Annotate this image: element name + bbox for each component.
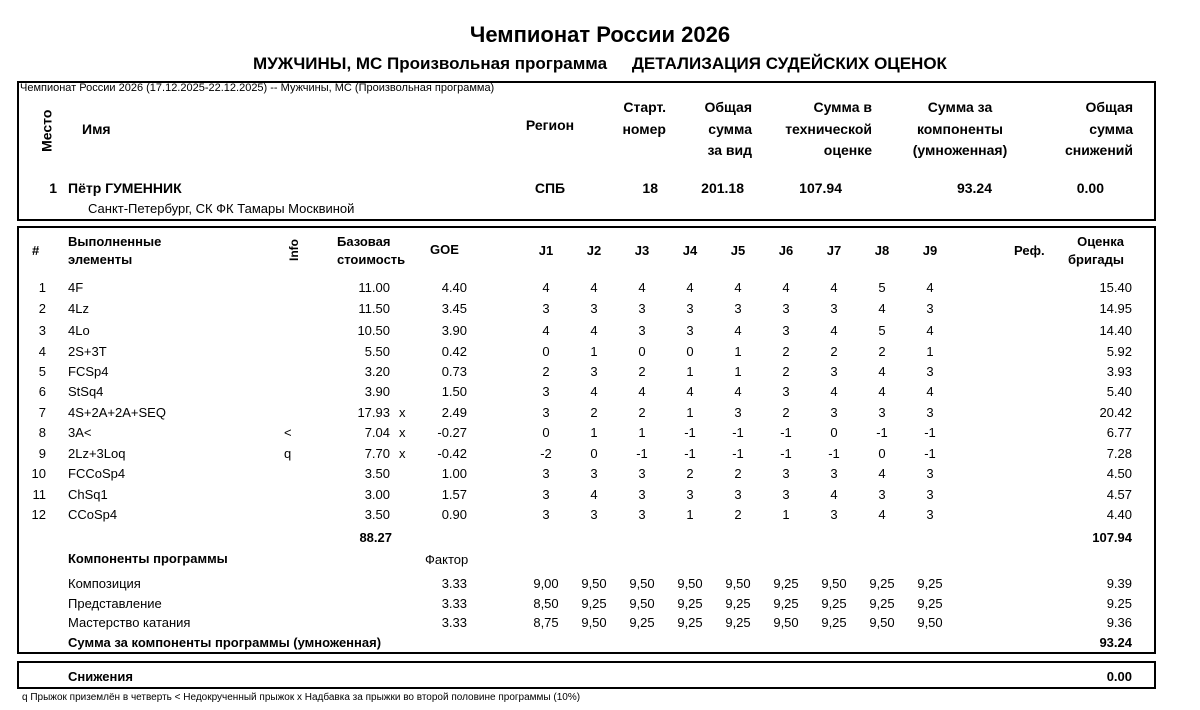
element-judge-score: 4 [638,280,646,295]
header-goe: GOE [430,242,459,257]
element-judge-score: 4 [542,323,550,338]
element-base: 3.20 [364,364,390,379]
element-judge-score: -1 [780,425,792,440]
element-judge-score: -1 [732,446,744,461]
element-num: 5 [38,364,46,379]
element-judge-score: 3 [542,301,550,316]
element-judge-score: 3 [734,301,742,316]
page-subtitle [0,54,1200,74]
element-judge-score: 2 [638,364,646,379]
skater-place: 1 [49,180,57,196]
component-judge-score: 9,50 [773,615,799,630]
component-judge-score: 9,25 [869,576,895,591]
component-judge-score: 9,25 [677,596,703,611]
deductions-value: 0.00 [1106,669,1132,684]
element-judge-score: 3 [926,507,934,522]
element-judge-score: 3 [830,405,838,420]
element-judge-score: 4 [830,384,838,399]
element-panel-score: 4.57 [1106,487,1132,502]
element-judge-score: 2 [686,466,694,481]
table-row [0,405,1200,425]
element-panel-score: 20.42 [1099,405,1132,420]
element-goe: 4.40 [441,280,467,295]
element-judge-score: 5 [878,280,886,295]
element-judge-score: 0 [542,425,550,440]
element-judge-score: 4 [830,323,838,338]
subtitle-report: ДЕТАЛИЗАЦИЯ СУДЕЙСКИХ ОЦЕНОК [631,54,947,73]
element-num: 4 [38,344,46,359]
element-judge-score: 2 [734,466,742,481]
base-total: 88.27 [359,530,392,545]
element-judge-score: 3 [638,466,646,481]
components-total-label: Сумма за компоненты программы (умноженная) [68,635,382,650]
skater-club: Санкт-Петербург, СК ФК Тамары Москвиной [88,201,355,216]
element-name: 4S+2A+2A+SEQ [68,405,166,420]
element-judge-score: 3 [926,364,934,379]
element-judge-score: 4 [542,280,550,295]
element-base: 7.70 [364,446,390,461]
element-judge-score: 3 [782,301,790,316]
element-num: 8 [38,425,46,440]
deductions-label: Снижения [68,669,133,684]
element-judge-score: 1 [782,507,790,522]
element-judge-score: 4 [782,280,790,295]
tes-total: 107.94 [1092,530,1132,545]
element-num: 1 [38,280,46,295]
header-deductions: Общая сумма снижений [1064,99,1133,158]
header-judge-3: J3 [634,243,650,258]
element-judge-score: 0 [686,344,694,359]
element-judge-score: -2 [540,446,552,461]
element-base: 3.00 [364,487,390,502]
element-judge-score: 3 [830,466,838,481]
element-panel-score: 4.40 [1106,507,1132,522]
component-judge-score: 9,25 [773,596,799,611]
element-judge-score: 4 [590,280,598,295]
element-goe: 3.90 [441,323,467,338]
header-name: Имя [82,121,111,137]
element-name: 4Lo [68,323,90,338]
element-judge-score: -1 [876,425,888,440]
table-row [0,323,1200,343]
element-judge-score: 3 [782,466,790,481]
element-judge-score: 3 [590,301,598,316]
component-judge-score: 9,25 [677,615,703,630]
element-judge-score: 3 [926,487,934,502]
header-panel: Оценка бригады [1068,234,1124,267]
factor-label: Фактор [425,552,469,567]
element-judge-score: 4 [878,301,886,316]
element-judge-score: 1 [926,344,934,359]
component-judge-score: 9,50 [725,576,751,591]
element-panel-score: 14.95 [1099,301,1132,316]
subtitle-category: МУЖЧИНЫ, МС Произвольная программа [253,54,608,73]
header-region: Регион [525,117,575,133]
components-total: 93.24 [1099,635,1132,650]
header-judge-8: J8 [874,243,890,258]
component-judge-score: 9,25 [581,596,607,611]
component-judge-score: 8,75 [533,615,559,630]
component-judge-score: 8,50 [533,596,559,611]
element-num: 6 [38,384,46,399]
table-row [0,384,1200,404]
element-judge-score: -1 [828,446,840,461]
table-row [0,301,1200,321]
element-panel-score: 4.50 [1106,466,1132,481]
component-panel-score: 9.36 [1106,615,1132,630]
element-judge-score: 0 [638,344,646,359]
component-judge-score: 9,25 [917,576,943,591]
element-judge-score: 2 [542,364,550,379]
element-judge-score: 4 [734,323,742,338]
skater-start-no: 18 [642,180,658,196]
element-judge-score: 1 [590,425,598,440]
element-name: FCSp4 [68,364,109,379]
header-tes: Сумма в технической оценке [785,99,872,158]
element-judge-score: 4 [926,280,934,295]
element-judge-score: 2 [830,344,838,359]
element-info: q [284,446,292,461]
element-judge-score: 3 [686,323,694,338]
header-place: Место [38,109,55,152]
element-name: CCoSp4 [68,507,118,522]
element-judge-score: 4 [878,507,886,522]
element-judge-score: 3 [542,507,550,522]
element-judge-score: 1 [590,344,598,359]
element-judge-score: 3 [638,323,646,338]
element-bonus-mark: x [399,425,406,440]
header-judge-5: J5 [730,243,746,258]
element-panel-score: 5.92 [1106,344,1132,359]
element-panel-score: 3.93 [1106,364,1132,379]
component-panel-score: 9.25 [1106,596,1132,611]
element-panel-score: 14.40 [1099,323,1132,338]
element-base: 10.50 [357,323,390,338]
element-base: 3.90 [364,384,390,399]
element-judge-score: 3 [734,405,742,420]
element-goe: 0.73 [441,364,467,379]
component-judge-score: 9,25 [821,596,847,611]
header-elements: Выполненные элементы [68,234,162,267]
element-judge-score: 3 [638,507,646,522]
element-judge-score: 4 [686,384,694,399]
element-judge-score: 4 [590,323,598,338]
table-row [0,507,1200,527]
element-panel-score: 5.40 [1106,384,1132,399]
element-judge-score: 3 [830,364,838,379]
element-num: 12 [31,507,46,522]
component-judge-score: 9,25 [725,596,751,611]
element-bonus-mark: x [399,405,406,420]
component-judge-score: 9,50 [869,615,895,630]
element-judge-score: 0 [878,446,886,461]
element-judge-score: 4 [830,280,838,295]
element-judge-score: 3 [590,466,598,481]
element-goe: 0.42 [441,344,467,359]
components-header: Компоненты программы [68,551,228,566]
element-goe: 1.50 [441,384,467,399]
page-title: Чемпионат России 2026 [469,22,731,47]
element-judge-score: 3 [782,323,790,338]
component-factor: 3.33 [441,576,467,591]
element-judge-score: 3 [782,487,790,502]
component-factor: 3.33 [441,596,467,611]
component-name: Композиция [68,576,141,591]
element-judge-score: 3 [926,301,934,316]
element-judge-score: 4 [878,466,886,481]
element-goe: 3.45 [441,301,467,316]
element-judge-score: 1 [734,344,742,359]
component-row [0,576,1200,596]
element-panel-score: 7.28 [1106,446,1132,461]
component-judge-score: 9,50 [629,596,655,611]
element-base: 5.50 [364,344,390,359]
element-num: 10 [31,466,46,481]
element-judge-score: 3 [830,507,838,522]
component-judge-score: 9,25 [629,615,655,630]
skater-region: СПБ [534,180,566,196]
element-judge-score: 3 [830,301,838,316]
element-judge-score: 4 [590,384,598,399]
element-judge-score: -1 [684,446,696,461]
table-row [0,364,1200,384]
element-judge-score: -1 [780,446,792,461]
element-goe: 2.49 [441,405,467,420]
header-info: Info [287,239,301,261]
component-row [0,615,1200,635]
table-row [0,446,1200,466]
component-judge-score: 9,50 [629,576,655,591]
element-judge-score: 4 [878,384,886,399]
element-judge-score: 1 [686,364,694,379]
skater-tes: 107.94 [799,180,842,196]
element-goe: 1.00 [441,466,467,481]
skater-pcs: 93.24 [956,180,992,196]
element-judge-score: 3 [590,364,598,379]
element-judge-score: 4 [638,384,646,399]
element-panel-score: 15.40 [1099,280,1132,295]
element-judge-score: 0 [590,446,598,461]
element-judge-score: 3 [686,301,694,316]
element-judge-score: 3 [542,487,550,502]
table-row [0,466,1200,486]
element-judge-score: 4 [830,487,838,502]
skater-name: Пётр ГУМЕННИК [68,180,182,196]
element-base: 17.93 [357,405,390,420]
element-judge-score: 2 [782,405,790,420]
element-num: 11 [32,487,46,502]
element-name: ChSq1 [68,487,108,502]
element-judge-score: 4 [734,384,742,399]
footnote: q Прыжок приземлён в четверть < Недокрученный прыжок x Надбавка за прыжки во второй половине программы (10%) [22,692,581,703]
element-judge-score: 3 [542,384,550,399]
event-line: Чемпионат России 2026 (17.12.2025-22.12.2025) -- Мужчины, МС (Произвольная программа) [20,82,495,94]
deductions-box [17,661,1156,689]
table-row [0,344,1200,364]
element-judge-score: 2 [734,507,742,522]
element-judge-score: 4 [734,280,742,295]
element-goe: -0.42 [437,446,467,461]
element-judge-score: 2 [782,364,790,379]
element-judge-score: -1 [924,446,936,461]
element-goe: 0.90 [441,507,467,522]
element-judge-score: 3 [926,405,934,420]
element-name: 2S+3T [68,344,107,359]
component-judge-score: 9,50 [581,615,607,630]
header-judge-9: J9 [922,243,938,258]
element-base: 7.04 [364,425,390,440]
element-base: 11.50 [358,301,390,316]
header-ref: Реф. [1014,243,1045,258]
header-start: Старт. номер [622,99,666,137]
element-judge-score: 4 [926,384,934,399]
component-name: Мастерство катания [68,615,191,630]
element-panel-score: 6.77 [1106,425,1132,440]
element-judge-score: 4 [926,323,934,338]
component-judge-score: 9,25 [725,615,751,630]
header-judge-1: J1 [538,243,554,258]
element-bonus-mark: x [399,446,406,461]
element-judge-score: 1 [686,405,694,420]
component-factor: 3.33 [441,615,467,630]
element-goe: 1.57 [441,487,467,502]
element-judge-score: 4 [686,280,694,295]
element-base: 3.50 [364,466,390,481]
skater-total: 201.18 [701,180,744,196]
element-judge-score: 0 [542,344,550,359]
skater-deductions: 0.00 [1076,180,1104,196]
element-judge-score: -1 [684,425,696,440]
component-judge-score: 9,00 [533,576,559,591]
component-judge-score: 9,50 [677,576,703,591]
header-judge-2: J2 [586,243,602,258]
element-judge-score: 2 [638,405,646,420]
element-judge-score: 3 [542,405,550,420]
component-panel-score: 9.39 [1106,576,1132,591]
element-judge-score: 1 [686,507,694,522]
element-judge-score: 0 [830,425,838,440]
element-judge-score: 3 [686,487,694,502]
component-judge-score: 9,50 [821,576,847,591]
element-judge-score: 2 [878,344,886,359]
element-info: < [284,425,292,440]
element-name: 2Lz+3Loq [68,446,126,461]
component-judge-score: 9,25 [869,596,895,611]
element-name: 3A< [68,425,92,440]
component-judge-score: 9,25 [917,596,943,611]
element-judge-score: 3 [638,301,646,316]
element-num: 7 [38,405,46,420]
component-judge-score: 9,50 [581,576,607,591]
table-row [0,280,1200,300]
element-name: 4F [68,280,84,295]
header-judge-7: J7 [826,243,842,258]
element-judge-score: 1 [638,425,646,440]
element-judge-score: 3 [590,507,598,522]
element-judge-score: 3 [782,384,790,399]
header-base: Базовая стоимость [337,234,406,267]
component-judge-score: 9,25 [773,576,799,591]
element-base: 11.00 [358,280,390,295]
element-judge-score: -1 [732,425,744,440]
element-judge-score: -1 [924,425,936,440]
element-num: 3 [38,323,46,338]
element-num: 9 [38,446,46,461]
header-num: # [32,243,40,258]
element-goe: -0.27 [437,425,467,440]
element-num: 2 [38,301,46,316]
element-judge-score: 2 [782,344,790,359]
table-row [0,487,1200,507]
element-judge-score: 3 [878,487,886,502]
element-name: StSq4 [68,384,104,399]
header-judge-6: J6 [778,243,794,258]
element-judge-score: 3 [878,405,886,420]
element-base: 3.50 [364,507,390,522]
component-row [0,596,1200,616]
element-judge-score: 1 [734,364,742,379]
component-name: Представление [68,596,162,611]
element-judge-score: 3 [542,466,550,481]
element-judge-score: 3 [638,487,646,502]
header-pcs: Сумма за компоненты (умноженная) [912,99,1008,158]
table-row [0,425,1200,445]
component-judge-score: 9,50 [917,615,943,630]
element-judge-score: 4 [878,364,886,379]
element-judge-score: 4 [590,487,598,502]
header-judge-4: J4 [682,243,698,258]
element-name: FCCoSp4 [68,466,126,481]
component-judge-score: 9,25 [821,615,847,630]
element-judge-score: -1 [636,446,648,461]
element-judge-score: 3 [734,487,742,502]
header-total: Общая сумма за вид [704,99,752,158]
element-judge-score: 5 [878,323,886,338]
element-name: 4Lz [68,301,89,316]
element-judge-score: 2 [590,405,598,420]
element-judge-score: 3 [926,466,934,481]
